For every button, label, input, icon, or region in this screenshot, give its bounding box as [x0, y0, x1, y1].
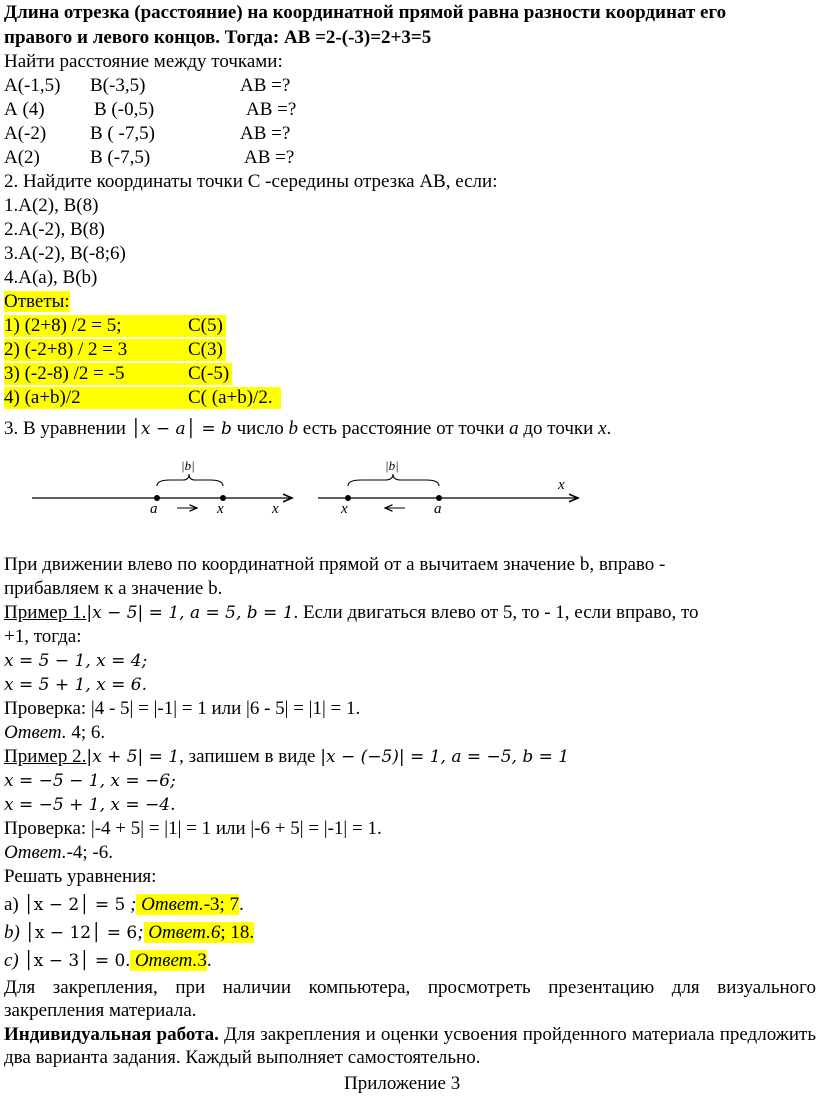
axis-label: x: [272, 501, 279, 517]
individual-text: Для закрепления и оценки усвоения пройденного материала предложить два варианта задания. Каждый выполняет самостоятельно.: [4, 1024, 816, 1068]
point-a: А (4): [4, 99, 45, 120]
answer-value: -4; -6.: [66, 842, 114, 863]
example2-check: Проверка: |-4 + 5| = |1| = 1 или |-6 + 5| = |-1| = 1.: [4, 818, 382, 839]
item-label: b): [4, 922, 25, 943]
answers-label: Ответы:: [4, 291, 70, 312]
answer-label: Ответ.: [4, 842, 67, 863]
task2-item: 3.А(-2), В(-8;6): [4, 243, 126, 264]
task3-text: до точки: [518, 418, 599, 439]
point-b: В (-7,5): [90, 147, 151, 168]
item-sep: .: [125, 950, 131, 971]
answer-point: С(-5): [188, 363, 230, 384]
intro-line-2: правого и левого концов. Тогда: АВ =2-(-3)=2+3=5: [4, 27, 432, 48]
answer-expr: 1) (2+8) /2 = 5;: [4, 315, 122, 336]
brace-bracket: [348, 474, 439, 486]
example2-label: Пример 2.: [4, 746, 87, 767]
point-label: a: [434, 501, 442, 517]
distance-ab: АВ =?: [244, 147, 295, 168]
distance-ab: АВ =?: [240, 123, 291, 144]
solve-item: [4, 922, 254, 944]
answer-label: Ответ.: [4, 722, 67, 743]
reinforce-paragraph: Для закрепления, при наличии компьютера, просмотреть презентацию для визуального закрепления материала.: [4, 977, 816, 1021]
point-label: x: [217, 501, 224, 517]
example2-equation: |x + 5| = 1: [86, 747, 180, 767]
point-a: А(-1,5): [4, 75, 61, 96]
axis-label: x: [558, 477, 565, 493]
solve-item: [4, 894, 244, 916]
brace-label: |b|: [385, 458, 399, 473]
example1-equation: |x − 5| = 1, a = 5, b = 1: [86, 603, 294, 623]
point-b: В(-3,5): [90, 75, 146, 96]
example1-label: Пример 1.: [4, 602, 87, 623]
task3-prefix: 3. В уравнении: [4, 418, 131, 439]
item-end: .: [239, 894, 244, 915]
example1-check: Проверка: |4 - 5| = |-1| = 1 или |6 - 5| = |1| = 1.: [4, 698, 361, 719]
movement-line-1: При движении влево по координатной прямой от а вычитаем значение b, вправо -: [4, 554, 666, 575]
answer-point: С(3): [188, 339, 223, 360]
task2-heading: 2. Найдите координаты точки С -середины отрезка АВ, если:: [4, 171, 498, 192]
example2-step: x = −5 + 1, x = −4.: [4, 795, 176, 815]
item-equation: │x − 2│ = 5: [23, 895, 126, 915]
answer-label: Ответ.6: [143, 922, 221, 943]
task2-item: 2.А(-2), В(8): [4, 219, 105, 240]
example1-text: . Если двигаться влево от 5, то - 1, если вправо, то: [293, 602, 699, 623]
answer-point: С( (a+b)/2.: [188, 387, 273, 408]
answer-row: [4, 363, 232, 385]
answer-value: ; 18: [220, 922, 250, 943]
point-b: В (-0,5): [94, 99, 155, 120]
appendix-title: Приложение 3: [344, 1073, 461, 1094]
task3-equation: │x − a│ = b: [130, 419, 232, 439]
example2-step: x = −5 − 1, x = −6;: [4, 771, 176, 791]
number-line-diagram: [0, 455, 816, 525]
brace-bracket: [157, 474, 223, 486]
example1-step: x = 5 − 1, x = 4;: [4, 651, 148, 671]
number-line-left: [32, 458, 292, 517]
item-sep: ;: [137, 922, 144, 943]
individual-paragraph: [4, 1023, 816, 1069]
brace-label: |b|: [181, 458, 195, 473]
movement-line-2: прибавляем к а значение b.: [4, 578, 223, 599]
number-line-right: [318, 458, 578, 517]
item-end: .: [249, 922, 255, 943]
example1-step: x = 5 + 1, x = 6.: [4, 675, 147, 695]
example2-text: , запишем в виде: [179, 746, 321, 767]
var-b: b: [288, 418, 299, 439]
item-end: .: [206, 950, 212, 971]
var-a: a: [509, 418, 519, 439]
individual-label: Индивидуальная работа.: [4, 1024, 219, 1045]
answer-expr: 3) (-2-8) /2 = -5: [4, 363, 125, 384]
answer-label: Ответ.: [130, 950, 198, 971]
example1-answer: [4, 722, 105, 744]
point-label: a: [150, 501, 158, 517]
task3-text: .: [606, 418, 612, 439]
point-b: В ( -7,5): [90, 123, 155, 144]
answer-label: Ответ.: [136, 894, 204, 915]
answer-expr: 2) (-2+8) / 2 = 3: [4, 339, 128, 360]
answer-row: [4, 315, 226, 337]
answer-row: [4, 339, 226, 361]
distance-ab: АВ =?: [246, 99, 297, 120]
solve-item: [4, 950, 212, 972]
intro-line-1: Длина отрезка (расстояние) на координатной прямой равна разности координат его: [4, 2, 727, 23]
point-a: А(-2): [4, 123, 47, 144]
task3-text: число: [231, 418, 289, 439]
point-a: А(2): [4, 147, 40, 168]
task1-heading: Найти расстояние между точками:: [4, 51, 283, 72]
solve-heading: Решать уравнения:: [4, 866, 157, 887]
task3-text: есть расстояние от точки: [298, 418, 510, 439]
example1-line: [4, 602, 699, 624]
example2-line: [4, 746, 569, 768]
answer-point: С(5): [188, 315, 223, 336]
answer-value: 4; 6.: [66, 722, 106, 743]
example2-answer: [4, 842, 113, 864]
item-sep: ;: [125, 894, 137, 915]
answer-value: 3: [197, 950, 207, 971]
answer-expr: 4) (a+b)/2: [4, 387, 81, 408]
answer-value: -3; 7: [203, 894, 240, 915]
item-equation: │x − 12│ = 6: [24, 923, 138, 943]
example2-equation-rewritten: |x − (−5)| = 1, a = −5, b = 1: [320, 747, 570, 767]
task2-item: 4.А(а), В(b): [4, 267, 98, 288]
answer-row: [4, 387, 281, 409]
var-x: x: [598, 418, 607, 439]
example1-line-2: +1, тогда:: [4, 626, 82, 647]
task2-item: 1.А(2), В(8): [4, 195, 99, 216]
item-label: а): [4, 894, 24, 915]
task3-line: [4, 418, 611, 440]
distance-ab: АВ =?: [240, 75, 291, 96]
point-label: x: [341, 501, 348, 517]
item-label: c): [4, 950, 24, 971]
item-equation: │x − 3│ = 0: [23, 951, 126, 971]
